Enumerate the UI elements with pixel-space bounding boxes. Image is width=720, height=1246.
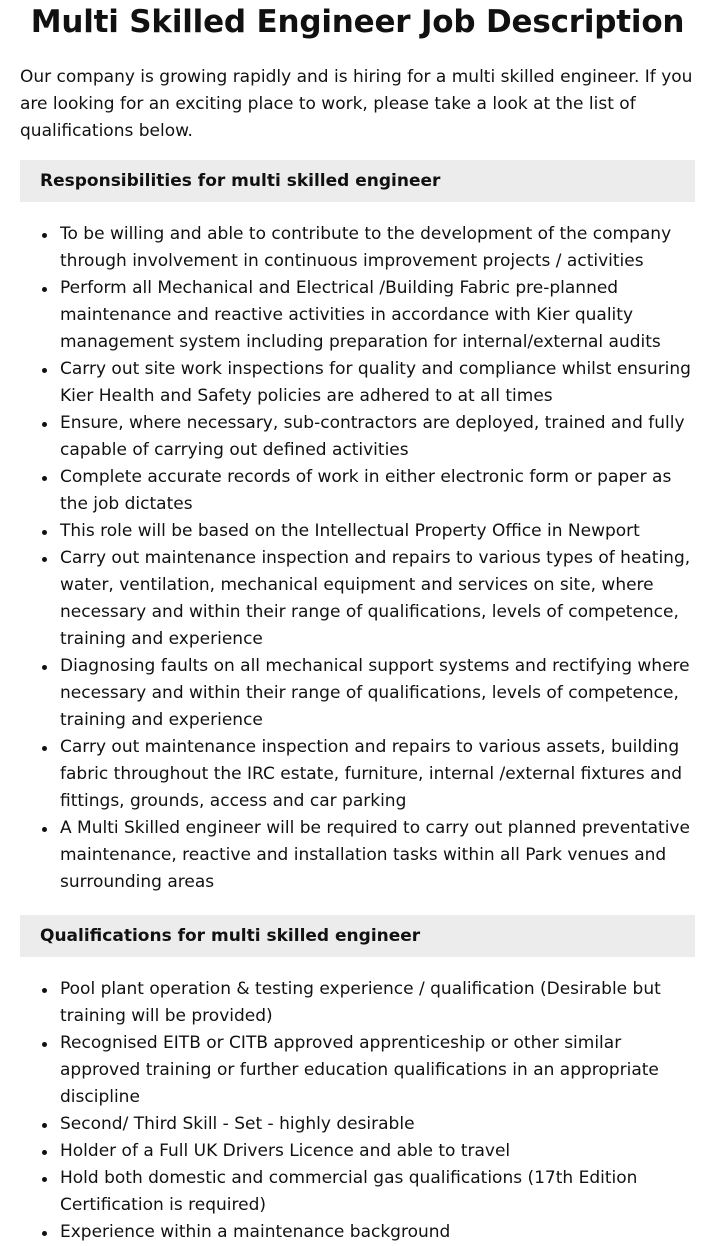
bullet-icon (42, 557, 47, 562)
list-item-text: Complete accurate records of work in either electronic form or paper as the job dictates (60, 467, 672, 514)
bullet-icon (42, 1177, 47, 1182)
list-item-text: A Multi Skilled engineer will be required to carry out planned preventative maintenance, reactive and installation tasks within all Park venues and surrounding areas (60, 818, 690, 892)
bullet-icon (42, 988, 47, 993)
list-item-text: Perform all Mechanical and Electrical /Building Fabric pre-planned maintenance and reactive activities in accordance with Kier quality management system including preparation for internal/external audits (60, 278, 661, 352)
responsibilities-heading: Responsibilities for multi skilled engineer (20, 160, 695, 202)
list-item-text: Pool plant operation & testing experience / qualification (Desirable but training will be provided) (60, 979, 661, 1026)
list-item (60, 221, 695, 275)
bullet-icon (42, 746, 47, 751)
bullet-icon (42, 530, 47, 535)
list-item (60, 734, 695, 815)
list-item (60, 976, 695, 1030)
list-item (60, 1219, 695, 1246)
bullet-icon (42, 422, 47, 427)
list-item-text: Hold both domestic and commercial gas qualifications (17th Edition Certification is required) (60, 1168, 638, 1215)
bullet-icon (42, 476, 47, 481)
list-item-text: Diagnosing faults on all mechanical support systems and rectifying where necessary and within their range of qualifications, levels of competence, training and experience (60, 656, 690, 730)
list-item (60, 275, 695, 356)
list-item-text: To be willing and able to contribute to the development of the company through involvement in continuous improvement projects / activities (60, 224, 672, 271)
list-item (60, 653, 695, 734)
bullet-icon (42, 665, 47, 670)
qualifications-heading: Qualifications for multi skilled engineer (20, 915, 695, 957)
bullet-icon (42, 1042, 47, 1047)
page-title: Multi Skilled Engineer Job Description (30, 4, 685, 40)
list-item (60, 815, 695, 896)
list-item (60, 356, 695, 410)
list-item (60, 1165, 695, 1219)
list-item (60, 1030, 695, 1111)
list-item (60, 1138, 695, 1165)
list-item-text: This role will be based on the Intellectual Property Office in Newport (60, 521, 640, 541)
list-item-text: Carry out site work inspections for quality and compliance whilst ensuring Kier Health and Safety policies are adhered to at all times (60, 359, 691, 406)
list-item-text: Recognised EITB or CITB approved apprenticeship or other similar approved training or further education qualifications in an appropriate discipline (60, 1033, 659, 1107)
bullet-icon (42, 1150, 47, 1155)
bullet-icon (42, 1231, 47, 1236)
list-item (60, 518, 695, 545)
list-item-text: Experience within a maintenance background (60, 1222, 451, 1242)
bullet-icon (42, 827, 47, 832)
list-item-text: Ensure, where necessary, sub-contractors are deployed, trained and fully capable of carrying out defined activities (60, 413, 685, 460)
list-item-text: Second/ Third Skill - Set - highly desirable (60, 1114, 415, 1134)
intro-paragraph: Our company is growing rapidly and is hiring for a multi skilled engineer. If you are looking for an exciting place to work, please take a look at the list of qualifications below. (20, 67, 693, 141)
bullet-icon (42, 233, 47, 238)
qualifications-list (20, 976, 695, 1246)
list-item-text: Holder of a Full UK Drivers Licence and able to travel (60, 1141, 511, 1161)
responsibilities-list (20, 221, 695, 896)
bullet-icon (42, 287, 47, 292)
list-item (60, 1111, 695, 1138)
list-item-text: Carry out maintenance inspection and repairs to various types of heating, water, ventilation, mechanical equipment and services on site, where necessary and within their range of qualifications, levels of competence, training and experience (60, 548, 691, 649)
list-item (60, 464, 695, 518)
bullet-icon (42, 368, 47, 373)
bullet-icon (42, 1123, 47, 1128)
list-item (60, 410, 695, 464)
list-item-text: Carry out maintenance inspection and repairs to various assets, building fabric throughout the IRC estate, furniture, internal /external fixtures and fittings, grounds, access and car parking (60, 737, 683, 811)
list-item (60, 545, 695, 653)
